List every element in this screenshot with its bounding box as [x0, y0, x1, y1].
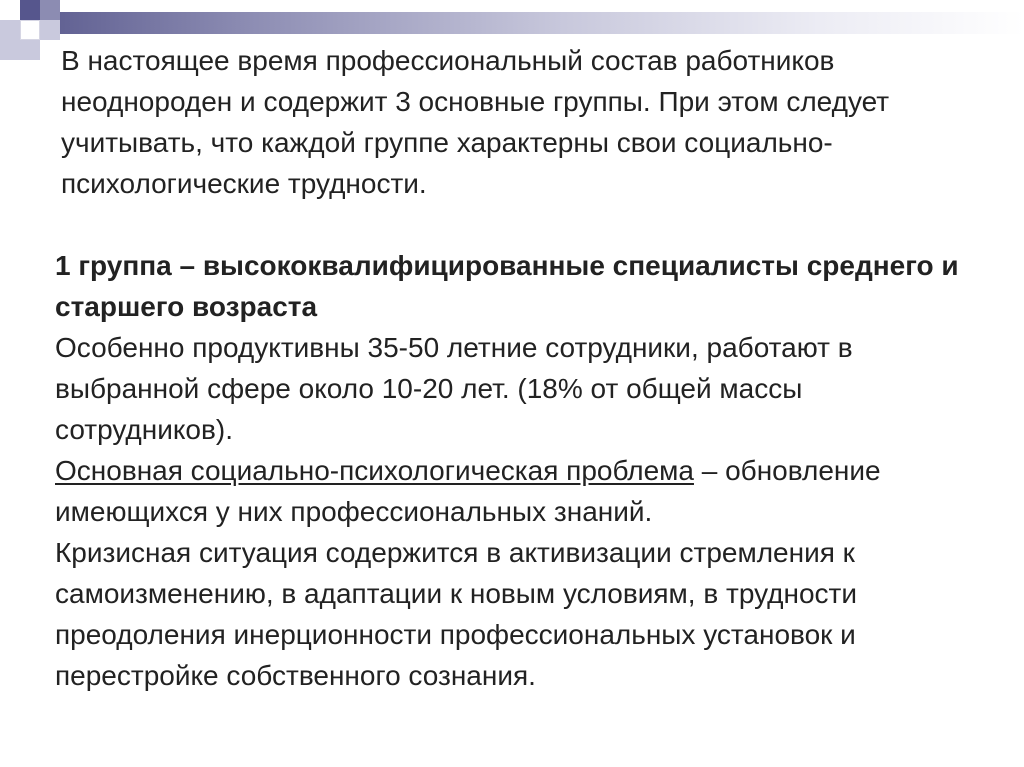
header-gradient-bar	[0, 12, 1024, 34]
problem-text: – обновление имеющихся у них профессиональных знаний.	[55, 455, 881, 527]
corner-square	[40, 0, 60, 20]
corner-square	[40, 20, 60, 40]
slide-body	[55, 40, 985, 696]
paragraph-spacer	[55, 204, 985, 245]
corner-square	[0, 20, 20, 40]
corner-square	[0, 40, 20, 60]
intro-paragraph: В настоящее время профессиональный состав работников неоднороден и содержит 3 основные группы. При этом следует учитывать, что каждой группе характерны свои социально-психологические трудности.	[61, 45, 890, 199]
productivity-paragraph: Особенно продуктивны 35-50 летние сотрудники, работают в выбранной сфере около 10-20 лет. (18% от общей массы сотрудников).	[55, 332, 853, 445]
group-title: 1 группа – высококвалифицированные специалисты среднего и старшего возраста	[55, 250, 959, 322]
problem-paragraph	[55, 450, 985, 532]
corner-square	[20, 40, 40, 60]
problem-label: Основная социально-психологическая проблема	[55, 455, 694, 486]
corner-square	[20, 20, 40, 40]
crisis-paragraph: Кризисная ситуация содержится в активизации стремления к самоизменению, в адаптации к новым условиям, в трудности преодоления инерционности профессиональных установок и перестройке собственного сознания.	[55, 537, 858, 691]
corner-square	[0, 0, 20, 20]
corner-square	[20, 0, 40, 20]
